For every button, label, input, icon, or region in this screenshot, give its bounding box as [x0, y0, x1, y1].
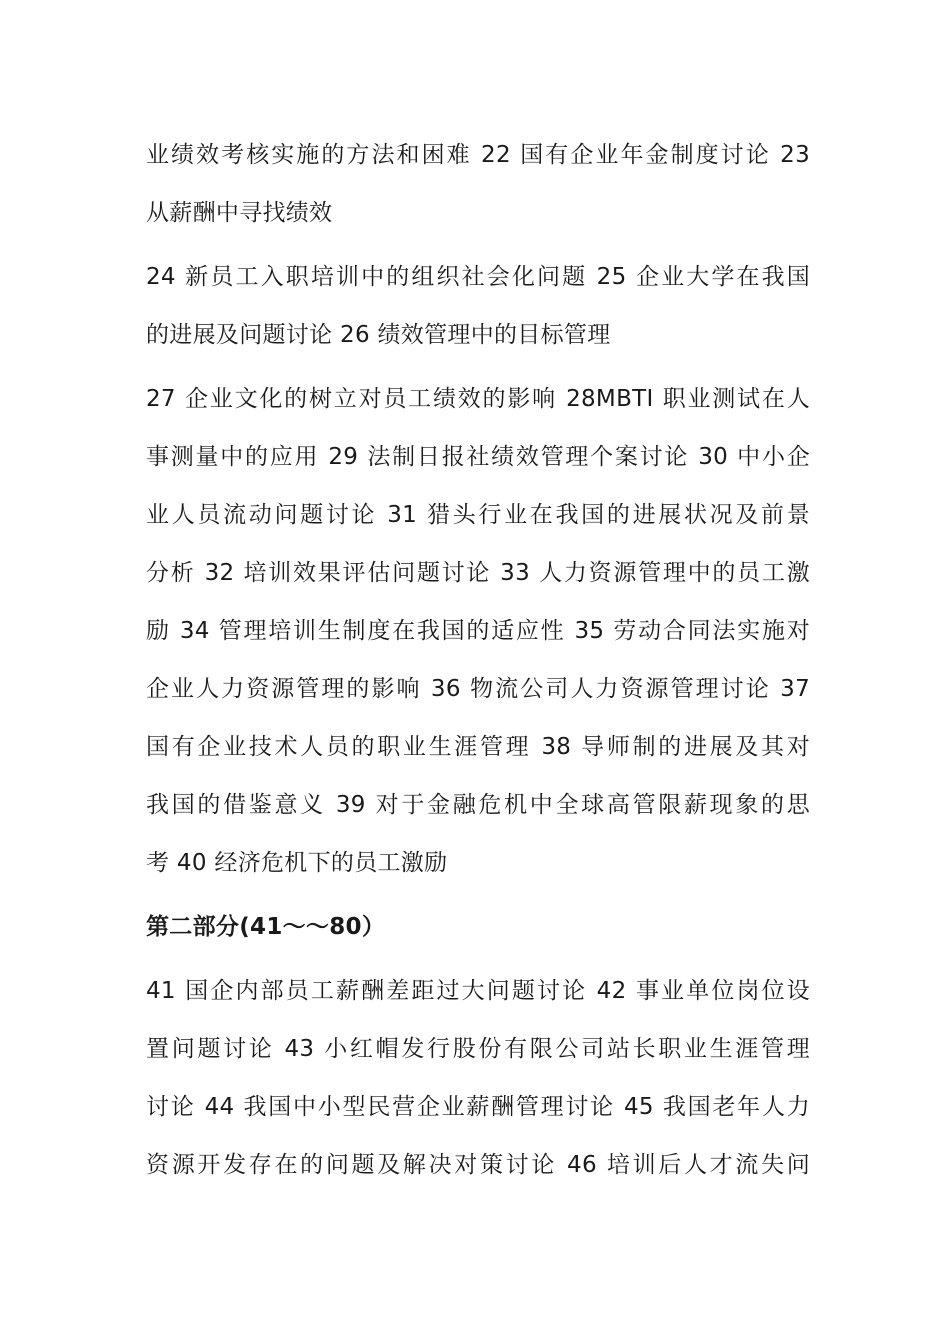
document-page	[146, 126, 810, 1194]
text-line: 分析 32 培训效果评估问题讨论 33 人力资源管理中的员工激	[146, 560, 810, 586]
paragraph-2	[146, 248, 810, 364]
text-line: 考 40 经济危机下的员工激励	[146, 850, 448, 876]
text-line: 励 34 管理培训生制度在我国的适应性 35 劳动合同法实施对	[146, 618, 810, 644]
text-line: 41 国企内部员工薪酬差距过大问题讨论 42 事业单位岗位设	[146, 978, 810, 1004]
text-line: 我国的借鉴意义 39 对于金融危机中全球高管限薪现象的思	[146, 792, 810, 818]
text-line: 24 新员工入职培训中的组织社会化问题 25 企业大学在我国	[146, 264, 810, 290]
text-line: 业人员流动问题讨论 31 猎头行业在我国的进展状况及前景	[146, 502, 810, 528]
text-line: 业绩效考核实施的方法和困难 22 国有企业年金制度讨论 23	[146, 142, 810, 168]
text-line: 的进展及问题讨论 26 绩效管理中的目标管理	[146, 322, 611, 348]
text-line: 从薪酬中寻找绩效	[146, 200, 333, 226]
text-line: 事测量中的应用 29 法制日报社绩效管理个案讨论 30 中小企	[146, 444, 810, 470]
paragraph-5	[146, 962, 810, 1194]
section-heading-text: 第二部分(41～～80）	[146, 914, 386, 940]
text-line: 国有企业技术人员的职业生涯管理 38 导师制的进展及其对	[146, 734, 810, 760]
paragraph-3	[146, 370, 810, 892]
section-heading	[146, 898, 810, 956]
text-line: 讨论 44 我国中小型民营企业薪酬管理讨论 45 我国老年人力	[146, 1094, 810, 1120]
text-line: 27 企业文化的树立对员工绩效的影响 28MBTI 职业测试在人	[146, 386, 810, 412]
text-line: 置问题讨论 43 小红帽发行股份有限公司站长职业生涯管理	[146, 1036, 810, 1062]
paragraph-1	[146, 126, 810, 242]
text-line: 资源开发存在的问题及解决对策讨论 46 培训后人才流失问	[146, 1152, 810, 1178]
text-line: 企业人力资源管理的影响 36 物流公司人力资源管理讨论 37	[146, 676, 810, 702]
